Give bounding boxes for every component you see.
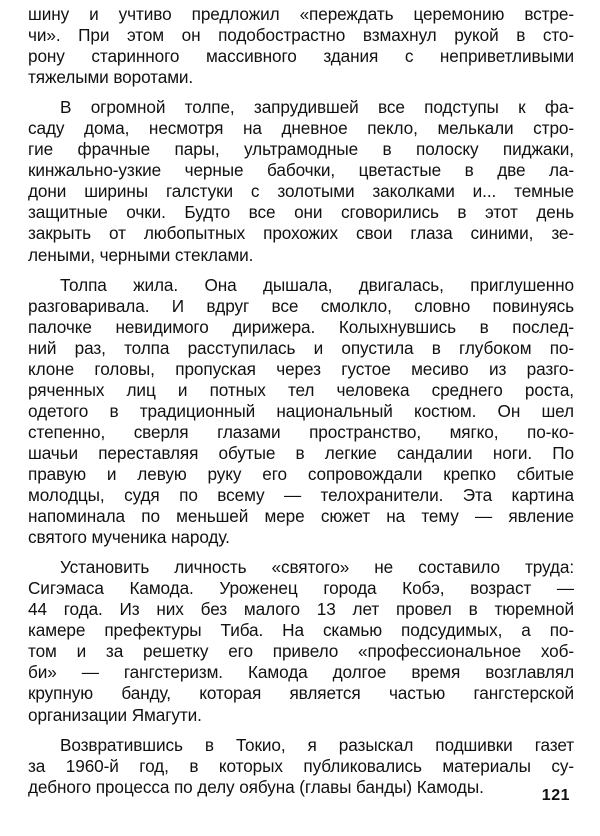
page-body-text bbox=[28, 4, 574, 798]
text-line: кинжально-узкие черные бабочки, цветастые в две ла- bbox=[28, 160, 574, 181]
text-line: Установить личность «святого» не составило труда: bbox=[60, 557, 574, 578]
paragraph-p1 bbox=[28, 4, 574, 88]
text-line: тяжелыми воротами. bbox=[28, 67, 194, 88]
text-line: леными, черными стеклами. bbox=[28, 244, 254, 265]
text-line: за 1960-й год, в которых публиковались материалы су- bbox=[28, 755, 574, 776]
text-line: палочке невидимого дирижера. Колыхнувшись в послед- bbox=[28, 316, 574, 337]
text-line: ний раз, толпа расступилась и опустила в глубоком по- bbox=[28, 337, 574, 358]
text-line: дебного процесса по делу оябуна (главы банды) Камоды. bbox=[28, 776, 484, 797]
text-line: шину и учтиво предложил «переждать церемонию встре- bbox=[28, 4, 574, 24]
text-line: В огромной толпе, запрудившей все подступы к фа- bbox=[60, 97, 574, 118]
text-line: шачьи переставляя обутые в легкие сандалии ноги. По bbox=[28, 442, 574, 463]
text-line: молодцы, судя по всему — телохранители. Эта картина bbox=[28, 485, 574, 506]
text-line: организации Ямагути. bbox=[28, 704, 202, 725]
text-line: разговаривала. И вдруг все смолкло, словно повинуясь bbox=[28, 295, 574, 316]
text-line: рону старинного массивного здания с неприветливыми bbox=[28, 46, 574, 67]
paragraph-p3 bbox=[28, 275, 574, 549]
paragraph-p4 bbox=[28, 557, 574, 725]
text-line: том и за решетку его привело «профессиональное хоб- bbox=[28, 641, 574, 662]
page-number: 121 bbox=[541, 787, 570, 804]
text-line: закрыть от любопытных прохожих свои глаза синими, зе- bbox=[28, 223, 574, 244]
text-line: Возвратившись в Токио, я разыскал подшивки газет bbox=[60, 734, 574, 755]
text-line: святого мученика народу. bbox=[28, 527, 230, 548]
text-line: правую и левую руку его сопровождали крепко сбитые bbox=[28, 463, 574, 484]
text-line: клоне головы, пропуская через густое месиво из разго- bbox=[28, 358, 574, 379]
text-line: саду дома, несмотря на дневное пекло, мелькали стро- bbox=[28, 118, 574, 139]
text-line: гие фрачные пары, ультрамодные в полоску пиджаки, bbox=[28, 139, 574, 160]
text-line: камере префектуры Тиба. На скамью подсудимых, а по- bbox=[28, 620, 574, 641]
text-line: дони ширины галстуки с золотыми заколками и... темные bbox=[28, 181, 574, 202]
text-line: би» — гангстеризм. Камода долгое время возглавлял bbox=[28, 662, 574, 683]
paragraph-p5 bbox=[28, 735, 574, 798]
text-line: Сигэмаса Камода. Уроженец города Кобэ, возраст — bbox=[28, 578, 574, 599]
text-line: Толпа жила. Она дышала, двигалась, приглушенно bbox=[60, 274, 574, 295]
text-line: 44 года. Из них без малого 13 лет провел в тюремной bbox=[28, 599, 574, 620]
text-line: напоминала по меньшей мере сюжет на тему — явление bbox=[28, 506, 574, 527]
text-line: чи». При этом он подобострастно взмахнул рукой в сто- bbox=[28, 25, 574, 46]
text-line: защитные очки. Будто все они сговорились в этот день bbox=[28, 202, 574, 223]
text-line: крупную банду, которая является частью гангстерской bbox=[28, 683, 574, 704]
text-line: ряченных лиц и потных тел человека среднего роста, bbox=[28, 379, 574, 400]
paragraph-p2 bbox=[28, 97, 574, 265]
text-line: степенно, сверля глазами пространство, мягко, по-ко- bbox=[28, 421, 574, 442]
text-line: одетого в традиционный национальный костюм. Он шел bbox=[28, 400, 574, 421]
